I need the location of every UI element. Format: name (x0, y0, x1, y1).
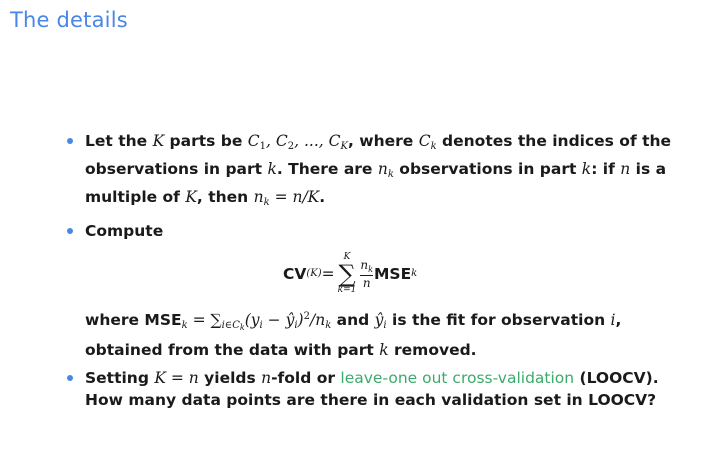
math-var: i (610, 311, 616, 329)
math-sub: k (239, 323, 245, 332)
bullet-line (85, 306, 684, 339)
compute-label: Compute (85, 222, 164, 240)
text: , (615, 311, 622, 329)
text: is the fit for observation (386, 311, 611, 329)
math-expr: (y (244, 311, 260, 329)
text: parts be (164, 132, 248, 150)
text: -fold or (271, 369, 341, 387)
bullet-line (85, 158, 684, 186)
question-text: How many data points are there in each validation set in LOOCV? (85, 391, 657, 409)
math-expr (248, 132, 348, 150)
math-sub: K (340, 141, 348, 152)
text: is a (630, 160, 667, 178)
math-expr: /n (309, 311, 326, 329)
loocv-link[interactable]: leave-one out cross-validation (340, 369, 575, 387)
text: Setting (85, 369, 155, 387)
text: , then (196, 188, 254, 206)
text: observations in part (393, 160, 582, 178)
math-op: = (187, 311, 211, 329)
text: Let the (85, 132, 153, 150)
fraction-numerator (360, 258, 373, 276)
bullet-item-compute (64, 220, 684, 361)
math-sub: k (263, 197, 270, 208)
math-sub: i (259, 320, 263, 331)
math-sub: k (411, 268, 418, 279)
math-sub: k (430, 141, 437, 152)
sigma-symbol: ∑ (338, 260, 356, 288)
math-expr: K = n (154, 369, 199, 387)
text: removed. (388, 341, 477, 359)
bullet-item-partition (64, 130, 684, 214)
bullet-item-loocv (64, 367, 684, 411)
text: (LOOCV). (574, 369, 659, 387)
fraction-denominator: n (362, 276, 371, 290)
text: . (319, 188, 326, 206)
math-expr: − ŷ (262, 311, 295, 329)
sum-lower-limit: k=1 (337, 285, 357, 295)
math-sub: i (294, 320, 298, 331)
cv-formula-display (85, 242, 684, 306)
math-sub: 2 (287, 141, 295, 152)
bullet-dot-icon (67, 228, 73, 234)
math-var: k (267, 160, 277, 178)
math-var: n (360, 258, 369, 272)
bullet-line (85, 389, 684, 411)
math-var: C (418, 132, 431, 150)
math-var: C (247, 132, 260, 150)
math-sub: i (383, 320, 387, 331)
math-sub: i∈C (221, 320, 240, 331)
math-var: k (581, 160, 592, 178)
math-var: K (152, 132, 165, 150)
math-expr: ) (297, 311, 304, 329)
mse-term: MSE (373, 265, 412, 283)
bullet-line (85, 367, 684, 389)
bullet-list (64, 130, 684, 411)
math-var: , ..., C (294, 132, 341, 150)
math-sup: 2 (303, 311, 310, 322)
math-expr: = n/K (269, 188, 320, 206)
bullet-line (85, 339, 684, 361)
bullet-line (85, 130, 684, 158)
text: where MSE (85, 311, 182, 329)
math-sub: k (181, 320, 188, 331)
text: , where (347, 132, 419, 150)
formula-lhs: CV (283, 265, 307, 283)
text: : if (591, 160, 621, 178)
slide-title: The details (10, 8, 128, 32)
bullet-line (85, 186, 684, 214)
math-sub: 1 (259, 141, 267, 152)
math-var: n (620, 160, 631, 178)
text: multiple of (85, 188, 186, 206)
text: obtained from the data with part (85, 341, 380, 359)
cv-formula (283, 244, 417, 304)
bullet-dot-icon (67, 138, 73, 144)
math-sub: k (368, 265, 373, 274)
text: yields (198, 369, 262, 387)
summation (338, 253, 357, 295)
math-var: , C (266, 132, 288, 150)
math-sub: k (387, 169, 394, 180)
math-var: k (379, 341, 389, 359)
formula-lhs-sub: (K) (306, 268, 322, 279)
sigma-symbol-inline: ∑ (210, 311, 222, 329)
text: denotes the indices of the (436, 132, 672, 150)
sum-upper-limit: K (343, 252, 351, 262)
text: and (331, 311, 375, 329)
formula-equals: = (321, 265, 335, 283)
fraction (360, 258, 373, 290)
math-var: K (185, 188, 197, 206)
math-sub: k (325, 320, 332, 331)
math-var: n (377, 160, 388, 178)
bullet-dot-icon (67, 375, 73, 381)
text: observations in part (85, 160, 268, 178)
text: . There are (276, 160, 378, 178)
math-var: ŷ (374, 311, 384, 329)
math-var: n (253, 188, 264, 206)
math-var: n (261, 369, 272, 387)
